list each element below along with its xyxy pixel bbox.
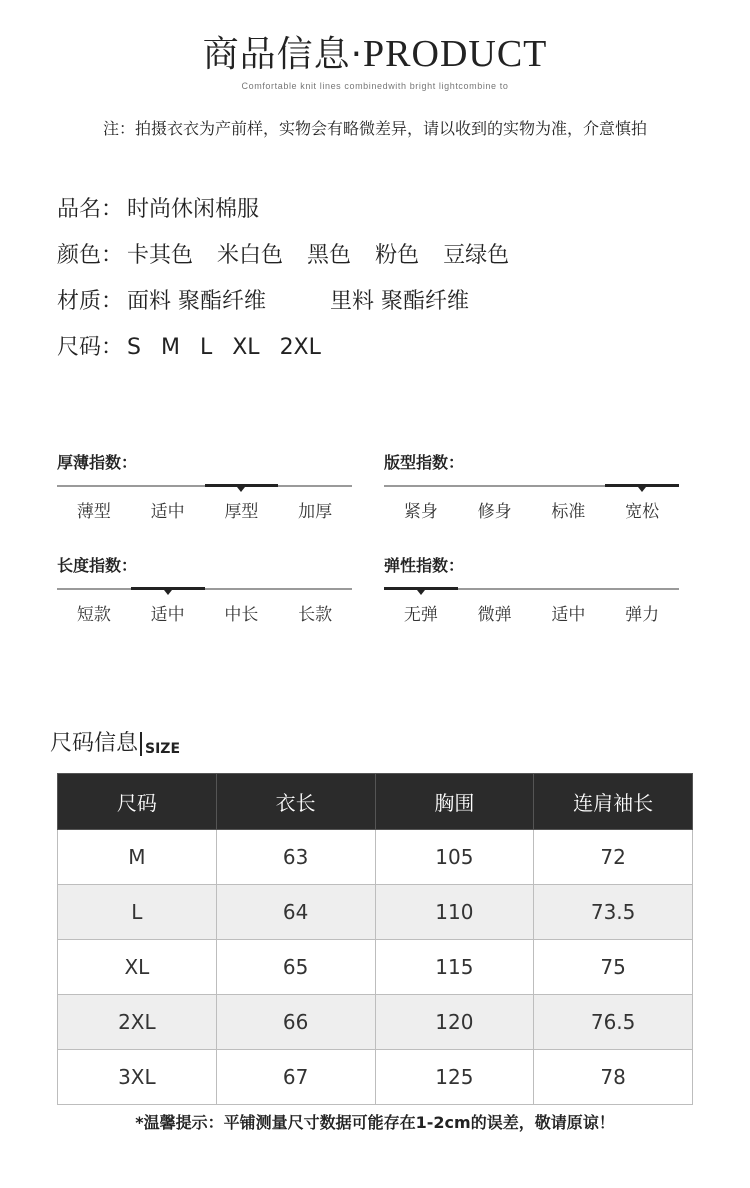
material-row [57,279,509,325]
size-option: L [199,335,213,360]
index-options [384,600,679,625]
index-option: 微弹 [477,605,512,625]
table-row [58,1050,693,1105]
table-cell: 73.5 [534,885,693,940]
size-row [57,325,509,371]
color-label: 颜色： [57,243,124,268]
material-inner: 里料 聚酯纤维 [330,289,470,314]
color-option: 米白色 [217,243,284,268]
page-title [0,30,750,79]
table-cell: 72 [534,830,693,885]
table-cell: L [58,885,217,940]
triangle-icon [417,590,425,595]
index-marker [384,587,458,590]
index-option: 适中 [150,502,185,522]
index-options [57,497,352,522]
index-scale [384,588,679,590]
index-option: 薄型 [76,502,111,522]
product-header [0,30,750,91]
table-cell: 2XL [58,995,217,1050]
table-cell: 66 [216,995,375,1050]
index-option: 无弹 [403,605,438,625]
name-value: 时尚休闲棉服 [127,197,260,222]
index-option: 厚型 [224,502,259,522]
table-row [58,995,693,1050]
table-cell: 65 [216,940,375,995]
material-label: 材质： [57,289,124,314]
product-info [57,187,509,371]
index-option: 加厚 [298,502,333,522]
size-option: M [160,335,180,360]
column-header: 衣长 [216,774,375,830]
table-row [58,885,693,940]
measurement-tip: *温馨提示：平铺测量尺寸数据可能存在1-2cm的误差，敬请原谅！ [135,1113,615,1132]
sample-note: 注：拍摄衣衣为产前样，实物会有略微差异，请以收到的实物为准，介意慎拍 [102,119,647,138]
subtitle: Comfortable knit lines combinedwith bright lightcombine to [241,81,509,91]
size-option: XL [232,335,260,360]
fit-index [384,450,679,522]
size-heading-en: SIZE [145,741,181,757]
triangle-icon [164,590,172,595]
table-row [58,830,693,885]
index-title: 长度指数： [57,556,138,575]
color-option: 豆绿色 [443,243,510,268]
triangle-icon [237,487,245,492]
length-index [57,553,352,625]
column-header: 尺码 [58,774,217,830]
table-cell: 67 [216,1050,375,1105]
table-cell: XL [58,940,217,995]
color-option: 卡其色 [127,243,194,268]
color-option: 粉色 [375,243,420,268]
size-heading-zh: 尺码信息 [50,731,139,756]
table-cell: 76.5 [534,995,693,1050]
table-cell: 115 [375,940,534,995]
index-title: 弹性指数： [384,556,465,575]
index-scale [384,485,679,487]
index-option: 弹力 [625,605,660,625]
index-option: 短款 [76,605,111,625]
triangle-icon [638,487,646,492]
table-cell: 105 [375,830,534,885]
index-option: 标准 [551,502,586,522]
index-options [384,497,679,522]
size-option: S [127,335,141,360]
table-cell: 3XL [58,1050,217,1105]
table-cell: 120 [375,995,534,1050]
column-header: 胸围 [375,774,534,830]
index-option: 适中 [551,605,586,625]
size-heading [50,726,180,757]
color-row [57,233,509,279]
table-cell: 63 [216,830,375,885]
index-option: 长款 [298,605,333,625]
material-outer: 面料 聚酯纤维 [127,289,267,314]
title-en: PRODUCT [363,33,548,75]
size-label: 尺码： [57,335,124,360]
index-marker [605,484,679,487]
table-header-row [58,774,693,830]
table-cell: 64 [216,885,375,940]
index-marker [131,587,205,590]
name-row [57,187,509,233]
table-cell: 75 [534,940,693,995]
table-cell: 125 [375,1050,534,1105]
name-label: 品名： [57,197,124,222]
index-option: 宽松 [625,502,660,522]
heading-divider [140,732,142,756]
index-title: 厚薄指数： [57,453,138,472]
table-cell: 110 [375,885,534,940]
table-row [58,940,693,995]
index-option: 修身 [477,502,512,522]
table-cell: M [58,830,217,885]
color-option: 黑色 [307,243,352,268]
size-option: 2XL [279,335,321,360]
index-option: 中长 [224,605,259,625]
index-option: 适中 [150,605,185,625]
elasticity-index [384,553,679,625]
index-scale [57,588,352,590]
thickness-index [57,450,352,522]
index-scale [57,485,352,487]
index-options [57,600,352,625]
title-zh: 商品信息· [202,34,364,75]
column-header: 连肩袖长 [534,774,693,830]
index-marker [205,484,279,487]
index-option: 紧身 [403,502,438,522]
table-cell: 78 [534,1050,693,1105]
size-table [57,773,693,1105]
index-title: 版型指数： [384,453,465,472]
